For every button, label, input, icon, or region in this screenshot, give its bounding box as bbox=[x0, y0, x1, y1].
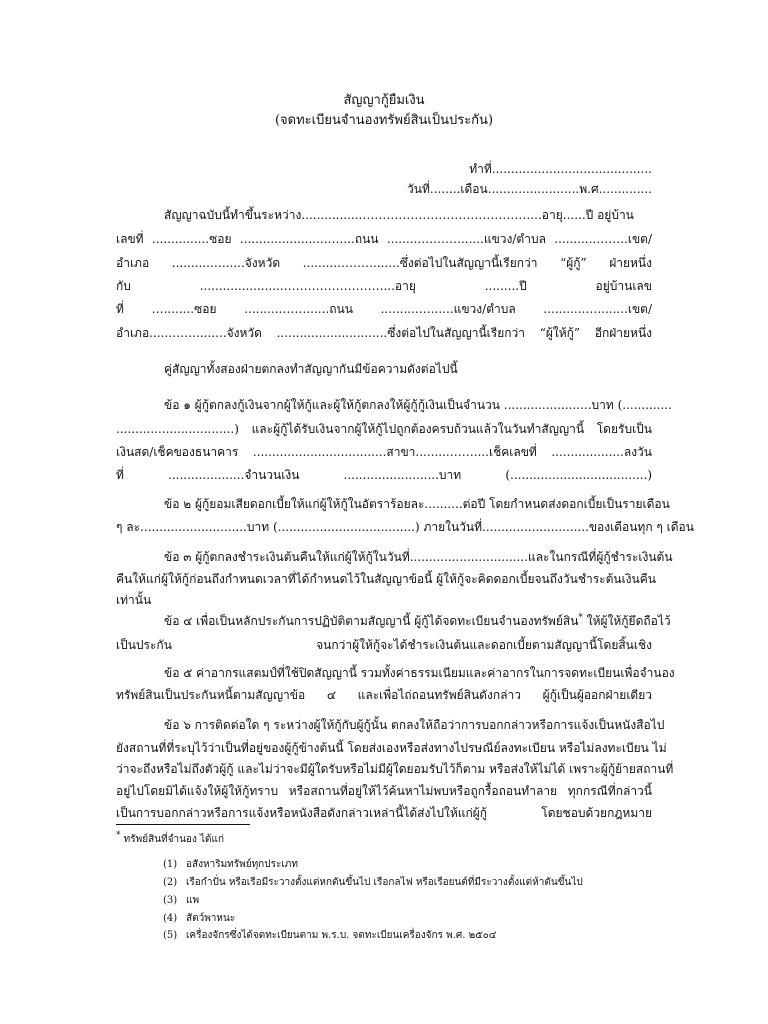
document-title: สัญญากู้ยืมเงิน bbox=[343, 93, 425, 108]
clause-6-line: เป็นการบอกกล่าวหรือการแจ้งหรือหนังสือดังกล่าวเหล่านี้ได้ส่งไปให้แก่ผู้กู้ โดยชอบด้วยกฎหมาย bbox=[116, 806, 652, 820]
clause-4-line bbox=[116, 612, 671, 630]
parties-line: กับ ......................……………………....อายุ .........ปี อยู่บ้านเลข bbox=[116, 279, 652, 293]
clause-5-line: ข้อ ๕ ค่าอากรแสตมป์ที่ใช้ปิดสัญญานี้ รวมทั้งค่าธรรมเนียมและค่าอากรในการจดทะเบียนเพื่อจำนอง bbox=[164, 666, 675, 680]
clause-6-line: ว่าจะถึงหรือไม่ถึงตัวผู้กู้ และไม่ว่าจะมีผู้ใดรับหรือไม่มีผู้ใดยอมรับไว้ก็ตาม หรือส่งให้ไม่ได้ เพราะผู้กู้ย้ายสถานที่ bbox=[116, 762, 674, 776]
parties-line: ที่ …........ซอย ..........……......ถนน ..........…......แขวง/ตำบล ...........…........เขต/ bbox=[116, 302, 652, 316]
parties-line: สัญญาฉบับนี้ทำขึ้นระหว่าง................……………………………………...อายุ......ปี อยู่บ้าน bbox=[164, 208, 634, 222]
footnote-divider bbox=[116, 824, 250, 825]
footnote-item-number: (3) bbox=[163, 895, 178, 906]
clause-4-line: เป็นประกัน จนกว่าผู้ให้กู้จะได้ชำระเงินต้นและดอกเบี้ยตามสัญญานี้โดยสิ้นเชิง bbox=[116, 638, 652, 652]
footnote-item-text: เครื่องจักรซึ่งได้จดทะเบียนตาม พ.ร.บ. จดทะเบียนเครื่องจักร พ.ศ. ๒๕๐๔ bbox=[186, 930, 497, 941]
clause-3-line: เท่านั้น bbox=[116, 593, 152, 607]
clause-6-line: ข้อ ๖ การติดต่อใด ๆ ระหว่างผู้ให้กู้กับผู้กู้นั้น ตกลงให้ถือว่าการบอกกล่าวหรือการแจ้งเป็นหนังสือไป bbox=[164, 718, 665, 732]
clause-1-line: ...............................) และผู้กู้ได้รับเงินจากผู้ให้กู้ไปถูกต้องครบถ้วนแล้วในวันทำสัญญานี้ โดยรับเป็น bbox=[116, 422, 652, 436]
document-subtitle: (จดทะเบียนจำนองทรัพย์สินเป็นประกัน) bbox=[274, 113, 494, 128]
clause-4-text: ข้อ ๔ เพื่อเป็นหลักประกันการปฏิบัติตามสัญญานี้ ผู้กู้ได้จดทะเบียนจำนองทรัพย์สิน bbox=[164, 614, 579, 628]
footnote-item-text: เรือกำปั่น หรือเรือมีระวางตั้งแต่หกตันขึ้นไป เรือกลไฟ หรือเรือยนต์ที่มีระวางตั้งแต่ห้าตันขึ้นไป bbox=[186, 877, 583, 888]
footnote-item-text: สัตว์พาหนะ bbox=[186, 913, 236, 924]
date-line: วันที่........เดือน........................พ.ศ.............. bbox=[407, 182, 652, 196]
clause-4-text: ให้ผู้ให้กู้ยึดถือไว้ bbox=[582, 614, 671, 628]
footnote-item-number: (2) bbox=[163, 877, 178, 888]
made-at-line: ทำที่.......................................... bbox=[469, 162, 652, 176]
clause-5-line: ทรัพย์สินเป็นประกันหนี้ตามสัญญาข้อ ๔ และเพื่อไถ่ถอนทรัพย์สินดังกล่าว ผู้กู้เป็นผู้ออกฝ่ายเดียว bbox=[116, 688, 652, 702]
clause-1-line: ที่ ....................จำนวนเงิน .........................บาท (....................................) bbox=[116, 468, 652, 482]
parties-line: อำเภอ ..........…......จังหวัด .........……….......ซึ่งต่อไปในสัญญานี้เรียกว่า “ผู้กู้” ฝ่ายหนึ่ง bbox=[116, 256, 652, 270]
agreement-intro: คู่สัญญาทั้งสองฝ่ายตกลงทำสัญญากันมีข้อความดังต่อไปนี้ bbox=[164, 362, 458, 376]
footnote-item-text: อสังหาริมทรัพย์ทุกประเภท bbox=[186, 859, 298, 870]
footnote-mark: * bbox=[116, 830, 121, 841]
footnote-item-number: (4) bbox=[163, 913, 178, 924]
footnote-title-text: ทรัพย์สินที่จำนอง ได้แก่ bbox=[120, 834, 225, 845]
clause-2-line: ๆ ละ............................บาท (....................................) ภายในวันที่............................ของเดือนทุก ๆ เดือน bbox=[116, 520, 694, 534]
footnote-title bbox=[116, 830, 225, 847]
footnote-item-number: (5) bbox=[163, 930, 178, 941]
clause-6-line: ยังสถานที่ที่ระบุไว้ว่าเป็นที่อยู่ของผู้กู้ข้างต้นนี้ โดยส่งเองหรือส่งทางไปรษณีย์ลงทะเบียน หรือไม่ลงทะเบียน ไม่ bbox=[116, 741, 667, 755]
clause-3-line: คืนให้แก่ผู้ให้กู้ก่อนถึงกำหนดเวลาที่ได้กำหนดไว้ในสัญญาข้อนี้ ผู้ให้กู้จะคิดดอกเบี้ยจนถึงวันชำระต้นเงินคืน bbox=[116, 572, 656, 586]
parties-line: เลขที่ ...............ซอย .......................…....ถนน .........….……......แขวง/ตำบล ...........……..เขต/ bbox=[116, 232, 652, 246]
parties-line: อำเภอ.....…….........จังหวัด .............................ซึ่งต่อไปในสัญญานี้เรียกว่า “ผู้ให้กู้” อีกฝ่ายหนึ่ง bbox=[116, 326, 652, 340]
footnote-reference-mark: * bbox=[578, 613, 583, 623]
clause-1-line: ข้อ ๑ ผู้กู้ตกลงกู้เงินจากผู้ให้กู้และผู้ให้กู้ตกลงให้ผู้กู้กู้เงินเป็นจำนวน .......................บาท (............. bbox=[164, 398, 672, 412]
footnote-item-text: แพ bbox=[186, 895, 200, 906]
clause-2-line: ข้อ ๒ ผู้กู้ยอมเสียดอกเบี้ยให้แก่ผู้ให้กู้ในอัตราร้อยละ..........ต่อปี โดยกำหนดส่งดอกเบี้ยเป็นรายเดือน bbox=[164, 497, 670, 511]
footnote-item-number: (1) bbox=[163, 859, 178, 870]
clause-1-line: เงินสด/เช็คของธนาคาร ...................................สาขา.........……....เช็คเลขที่ ...................ลงวัน bbox=[116, 445, 652, 459]
clause-3-line: ข้อ ๓ ผู้กู้ตกลงชำระเงินต้นคืนให้แก่ผู้ให้กู้ในวันที่...............................และในกรณีที่ผู้กู้ชำระเงินต้น bbox=[164, 550, 673, 564]
clause-6-line: อยู่ไปโดยมิได้แจ้งให้ผู้ให้กู้ทราบ หรือสถานที่อยู่ให้ไว้ค้นหาไม่พบหรือถูกรื้อถอนทำลาย ทุกกรณีที่กล่าวนี้ bbox=[116, 784, 652, 798]
